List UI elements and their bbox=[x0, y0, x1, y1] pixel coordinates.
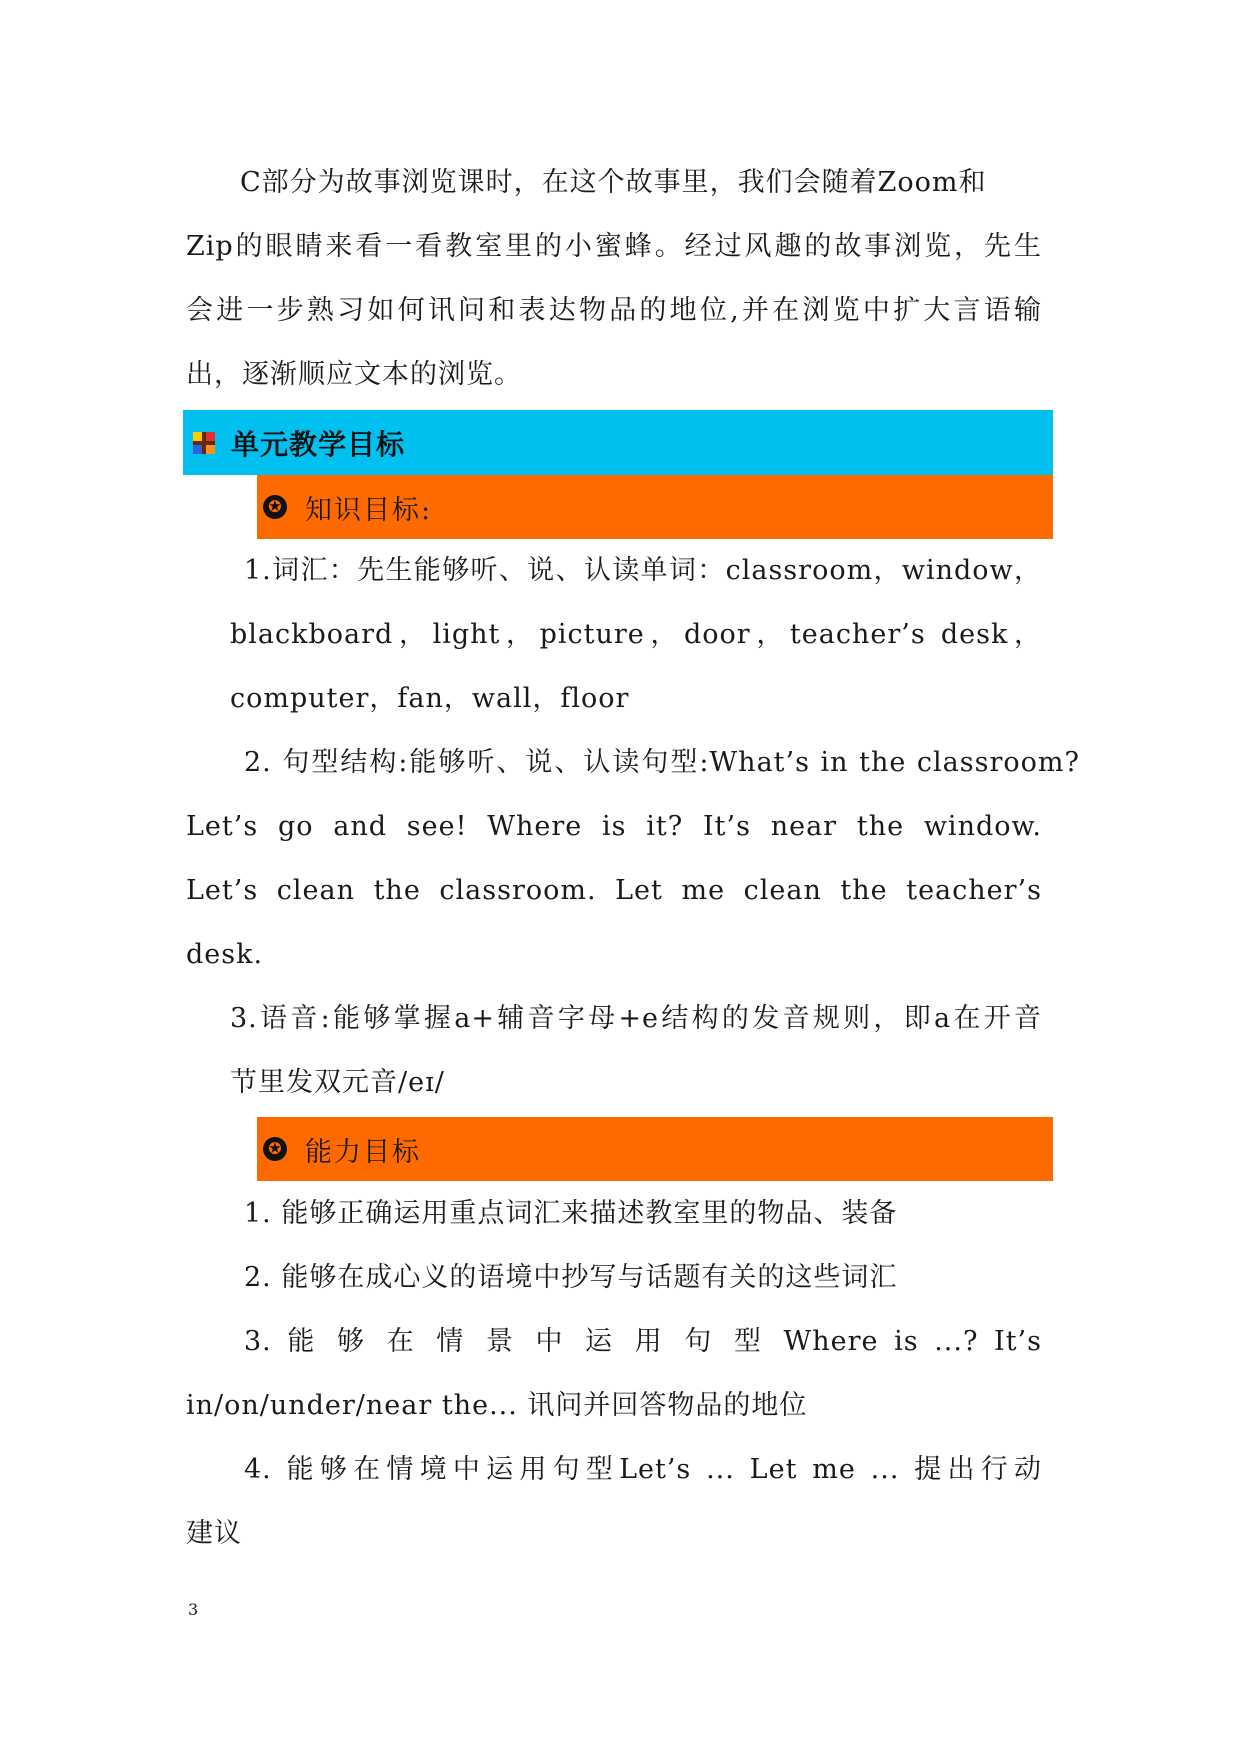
unit-goals-banner bbox=[183, 410, 1053, 475]
vocab-line-2: blackboard，light，picture，door，teacher’s desk， bbox=[230, 619, 1042, 650]
sentence-line-4: desk. bbox=[186, 939, 264, 970]
ability-goals-banner bbox=[257, 1117, 1053, 1181]
sentence-line-2: Let’s go and see! Where is it? It’s near the window. bbox=[186, 811, 1042, 842]
knowledge-goals-banner bbox=[257, 475, 1053, 539]
star-bullet-icon: ✪ bbox=[263, 1137, 287, 1161]
vocab-line-1: 1.词汇：先生能够听、说、认读单词：classroom，window， bbox=[244, 555, 1042, 586]
intro-line-4: 出，逐渐顺应文本的浏览。 bbox=[186, 359, 522, 390]
intro-line-1: C部分为故事浏览课时，在这个故事里，我们会随着Zoom和 bbox=[240, 167, 987, 198]
ability-item-4-line-1: 4. 能够在情境中运用句型Let’s ... Let me ... 提出行动 bbox=[244, 1454, 1042, 1485]
page-number: 3 bbox=[188, 1600, 199, 1619]
vocab-line-3: computer，fan，wall，floor bbox=[230, 683, 630, 714]
unit-goals-title: 单元教学目标 bbox=[231, 427, 406, 461]
ability-goals-title: 能力目标 bbox=[305, 1136, 421, 1168]
flag-icon bbox=[193, 432, 215, 454]
phonics-line-1: 3.语音:能够掌握a+辅音字母+e结构的发音规则，即a在开音 bbox=[230, 1003, 1042, 1034]
star-bullet-icon: ✪ bbox=[263, 495, 287, 519]
intro-line-2: Zip的眼睛来看一看教室里的小蜜蜂。经过风趣的故事浏览，先生 bbox=[186, 231, 1042, 262]
phonics-line-2: 节里发双元音/eɪ/ bbox=[230, 1067, 445, 1098]
ability-item-3-line-2: in/on/under/near the... 讯问并回答物品的地位 bbox=[186, 1390, 808, 1421]
sentence-line-1: 2. 句型结构:能够听、说、认读句型:What’s in the classroom? bbox=[244, 747, 1080, 778]
ability-item-2: 2. 能够在成心义的语境中抄写与话题有关的这些词汇 bbox=[244, 1262, 898, 1293]
knowledge-goals-title: 知识目标: bbox=[305, 494, 433, 526]
ability-item-3-line-1: 3. 能 够 在 情 景 中 运 用 句 型 Where is ...? It’s bbox=[244, 1326, 1042, 1357]
ability-item-4-line-2: 建议 bbox=[186, 1518, 242, 1549]
sentence-line-3: Let’s clean the classroom. Let me clean the teacher’s bbox=[186, 875, 1042, 906]
ability-item-1: 1. 能够正确运用重点词汇来描述教室里的物品、装备 bbox=[244, 1198, 898, 1229]
intro-line-3: 会进一步熟习如何讯问和表达物品的地位,并在浏览中扩大言语输 bbox=[186, 295, 1042, 326]
